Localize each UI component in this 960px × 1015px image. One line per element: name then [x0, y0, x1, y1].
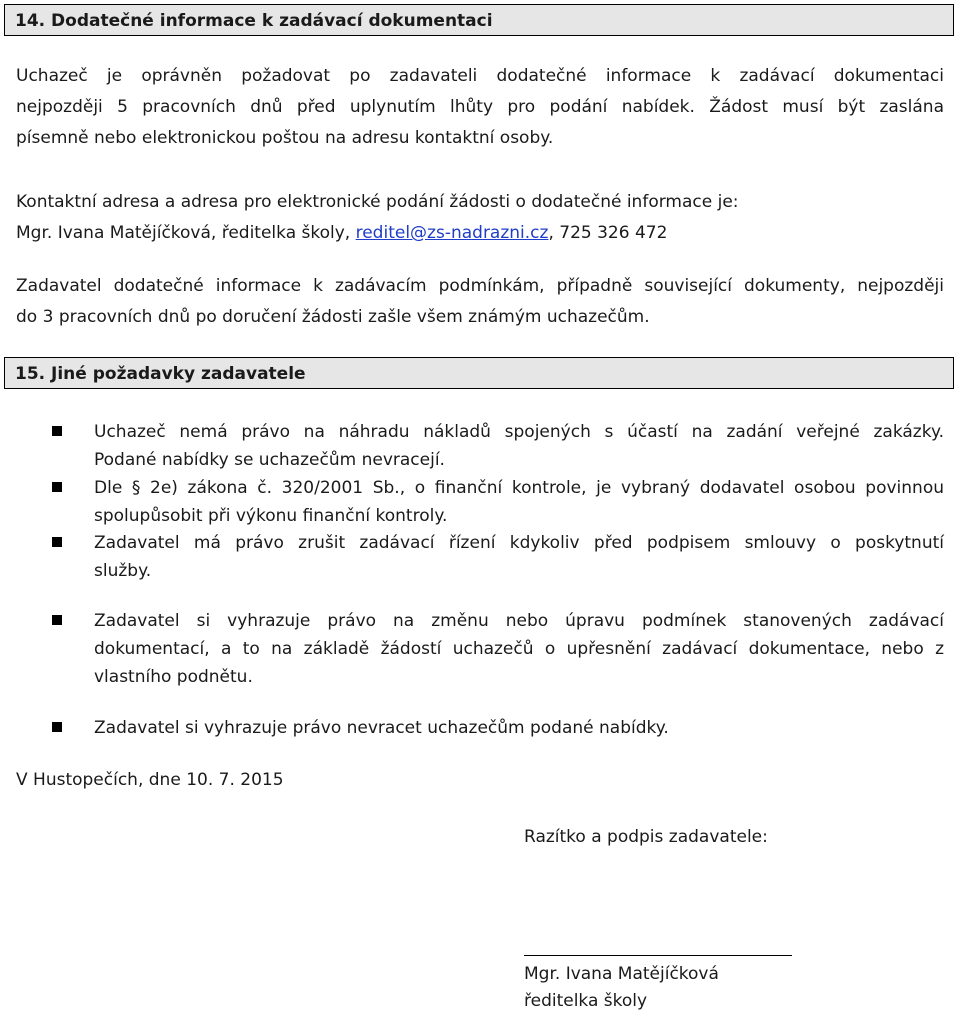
paragraph-line: Zadavatel dodatečné informace k zadávacím podmínkám, případně související dokumenty, nejpozději	[16, 276, 944, 296]
contact-intro: Kontaktní adresa a adresa pro elektronické podání žádosti o dodatečné informace je:	[16, 192, 739, 212]
list-item	[94, 714, 944, 742]
section-14-heading: 14. Dodatečné informace k zadávací dokumentaci	[4, 4, 954, 36]
list-item-line: Zadavatel si vyhrazuje právo na změnu nebo úpravu podmínek stanovených zadávací	[94, 611, 944, 631]
list-item-line: vlastního podnětu.	[94, 667, 253, 687]
list-item-line: Uchazeč nemá právo na náhradu nákladů spojených s účastí na zadání veřejné zakázky.	[94, 422, 944, 442]
bullet-square-icon	[52, 722, 62, 732]
bullet-square-icon	[52, 426, 62, 436]
signature-line	[524, 955, 792, 956]
list-item-line: Podané nabídky se uchazečům nevracejí.	[94, 450, 445, 470]
bullet-square-icon	[52, 615, 62, 625]
paragraph-request-rights	[16, 61, 944, 154]
list-item-line: Zadavatel má právo zrušit zadávací řízení kdykoliv před podpisem smlouvy o poskytnutí	[94, 533, 944, 553]
bullet-square-icon	[52, 482, 62, 492]
signer-name: Mgr. Ivana Matějíčková	[524, 964, 719, 984]
stamp-signature-label: Razítko a podpis zadavatele:	[524, 827, 768, 847]
paragraph-line: Uchazeč je oprávněn požadovat po zadavateli dodatečné informace k zadávací dokumentaci	[16, 66, 944, 86]
list-item	[94, 418, 944, 474]
place-and-date: V Hustopečích, dne 10. 7. 2015	[16, 770, 284, 790]
paragraph-contact	[16, 187, 944, 249]
contact-line	[16, 218, 944, 249]
list-item	[94, 607, 944, 691]
list-item-line: služby.	[94, 561, 152, 581]
paragraph-line: písemně nebo elektronickou poštou na adresu kontaktní osoby.	[16, 128, 554, 148]
paragraph-line: nejpozději 5 pracovních dnů před uplynutím lhůty pro podání nabídek. Žádost musí být zaslána	[16, 97, 944, 117]
contact-email-link[interactable]: reditel@zs-nadrazni.cz	[355, 223, 549, 243]
list-item-line: spolupůsobit při výkonu finanční kontroly.	[94, 506, 448, 526]
list-item-line: Zadavatel si vyhrazuje právo nevracet uchazečům podané nabídky.	[94, 718, 669, 738]
list-item	[94, 474, 944, 530]
paragraph-line: do 3 pracovních dnů po doručení žádosti zašle všem známým uchazečům.	[16, 307, 650, 327]
contact-person: Mgr. Ivana Matějíčková, ředitelka školy,	[16, 223, 356, 243]
contact-phone: , 725 326 472	[548, 223, 668, 243]
paragraph-response-deadline	[16, 271, 944, 333]
section-15-heading: 15. Jiné požadavky zadavatele	[4, 357, 954, 389]
list-item-line: dokumentací, a to na základě žádostí uchazečů o upřesnění zadávací dokumentace, nebo z	[94, 639, 944, 659]
bullet-square-icon	[52, 537, 62, 547]
signer-role: ředitelka školy	[524, 991, 648, 1011]
list-item	[94, 529, 944, 585]
list-item-line: Dle § 2e) zákona č. 320/2001 Sb., o finanční kontrole, je vybraný dodavatel osobou povinnou	[94, 478, 944, 498]
